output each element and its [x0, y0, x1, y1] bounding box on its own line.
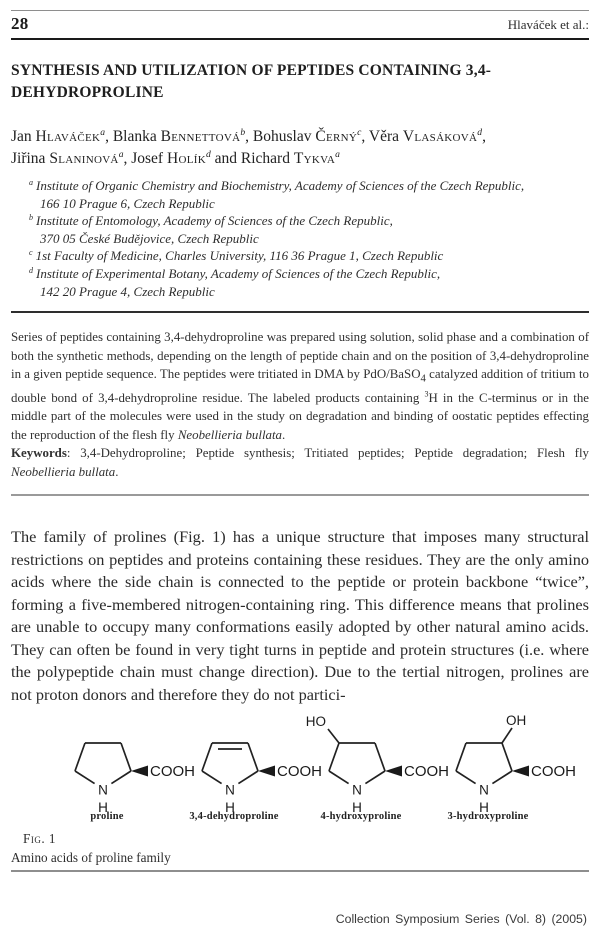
atom-label: OH	[506, 713, 527, 729]
bond	[75, 743, 85, 771]
bond	[328, 729, 339, 743]
author-family-name: Bennettová	[160, 128, 241, 145]
keywords-text	[11, 444, 589, 481]
wedge-bond	[131, 766, 148, 777]
top-rule	[11, 10, 589, 11]
abstract-bottom-rule	[11, 494, 589, 496]
atom-label: COOH	[277, 763, 322, 781]
author: Věra Vlasáková$^d$	[368, 126, 483, 145]
text-segment: Neobellieria bullata	[177, 427, 283, 442]
bond	[502, 743, 512, 771]
bond	[329, 743, 339, 771]
text-segment: H in the C-terminus or in the middle part of the molecules were used in the study on degradation and binding of oostatic peptides effecting the reproduction of the flesh fly	[11, 390, 590, 442]
author: Jiřina Slaninová$^a$	[11, 148, 124, 167]
atom-label: COOH	[404, 763, 449, 781]
structure-drawing	[432, 713, 582, 817]
atom-label: H	[98, 800, 108, 816]
bond	[502, 728, 512, 743]
body-paragraph: The family of prolines (Fig. 1) has a unique structure that imposes many structural restrictions on peptides and proteins containing these residues. They are the only amino acids where the side chain is connected to the peptide or protein backbone “twice”, forming a five-membered nitrogen-containing ring. This difference means that prolines are unable to occupy many conformations easily adopted by other natural amino acids. They can often be found in very tight turns in peptide and protein structures (i.e. where the polypeptide chain must change direction). Due to the tertial nitrogen, prolines are not proton donors and therefore they do not partici-	[11, 527, 589, 704]
author: Blanka Bennettová$^b$	[112, 126, 246, 145]
structure-label: 4-hydroxyproline	[320, 811, 402, 823]
author-family-name: Hlaváček	[35, 128, 101, 145]
header-rule	[11, 38, 589, 40]
atom-label: HO	[305, 714, 326, 730]
structure-3-hydroxyproline	[432, 713, 576, 823]
wedge-bond	[385, 766, 402, 777]
bond	[329, 771, 349, 784]
atom-label: COOH	[150, 763, 195, 781]
author-family-name: Slaninová	[49, 150, 119, 167]
page-header	[11, 14, 589, 34]
page-number: 28	[11, 14, 29, 33]
affiliation: $^c$ 1st Faculty of Medicine, Charles University, 116 36 Prague 1, Czech Republic	[29, 248, 444, 264]
text-segment: : 3,4-Dehydroproline; Peptide synthesis; Tritiated peptides; Peptide degradation; Flesh fly	[66, 446, 589, 461]
bond	[365, 771, 385, 784]
author: Jan Hlaváček$^a$	[11, 126, 106, 145]
text-segment: Neobellieria bullata	[11, 464, 116, 479]
bond	[456, 771, 476, 784]
author: Bohuslav Černý$^c$	[252, 126, 362, 145]
caption-rule	[11, 870, 589, 872]
figure-caption	[11, 830, 589, 867]
author-family-name: Černý	[315, 128, 358, 145]
affiliation-line2: 166 10 Prague 6, Czech Republic	[40, 195, 215, 211]
author-family-name: Tykva	[293, 150, 336, 167]
text-segment: catalyzed addition of tritium to double bond of 3,4-dehydroproline residue. The labeled products containing	[11, 367, 589, 405]
atom-label: N	[98, 782, 108, 798]
author: Josef Holík$^d$	[131, 148, 211, 167]
bond	[111, 771, 131, 784]
bond	[492, 771, 512, 784]
text-segment: 3	[424, 389, 429, 399]
affiliation: $^a$ Institute of Organic Chemistry and Biochemistry, Academy of Sciences of the Czech Republic,	[29, 177, 525, 193]
text-segment: .	[282, 427, 286, 442]
affiliation-line2: 142 20 Prague 4, Czech Republic	[40, 283, 215, 299]
author: Richard Tykva$^a$	[240, 148, 340, 167]
figure-structures	[11, 713, 589, 822]
structure-label: 3,4-dehydroproline	[189, 811, 279, 823]
atom-label: H	[352, 800, 362, 816]
structure-proline	[51, 713, 195, 823]
text-segment: .	[115, 464, 119, 479]
bond	[202, 743, 212, 771]
structure-label: 3-hydroxyproline	[447, 811, 529, 823]
author-family-name: Holík	[166, 150, 206, 167]
author-line: Jan Hlaváček$^a$, Blanka Bennettová$^b$, Bohuslav Černý$^c$, Věra Vlasáková$^d$, Jiřina Slaninová$^a$, Josef Holík$^d$ and Richard Tykva$^a$	[11, 126, 486, 167]
bond	[121, 743, 131, 771]
affiliation: $^b$ Institute of Entomology, Academy of Sciences of the Czech Republic,	[29, 212, 393, 229]
bond	[75, 771, 95, 784]
text-segment: 4	[420, 372, 426, 385]
figure-caption-text: Amino acids of proline family	[11, 849, 171, 865]
journal-footer: Collection Symposium Series (Vol. 8) (2005)	[335, 912, 587, 926]
wedge-bond	[512, 766, 529, 777]
article-title: SYNTHESIS AND UTILIZATION OF PEPTIDES CONTAINING 3,4-DEHYDROPROLINE	[11, 62, 492, 101]
text-segment: Keywords	[11, 446, 67, 461]
bond	[238, 771, 258, 784]
atom-label: N	[352, 782, 362, 798]
atom-label: H	[225, 800, 235, 816]
affiliations	[11, 177, 589, 300]
running-head: Hlaváček et al.:	[507, 17, 589, 32]
bond	[202, 771, 222, 784]
atom-label: N	[479, 782, 489, 798]
bond	[248, 743, 258, 771]
bond	[456, 743, 466, 771]
text-segment: Series of peptides containing 3,4-dehydroproline was prepared using solution, solid phase and a combination of both the synthetic methods, depending on the length of peptide chain and on the position of 3,4-dehydroproline in a given peptide sequence. The peptides were tritiated in DMA by PdO/BaSO	[11, 330, 589, 382]
wedge-bond	[258, 766, 275, 777]
abstract-text	[11, 328, 589, 444]
affiliation: $^d$ Institute of Experimental Botany, Academy of Sciences of the Czech Republic,	[29, 265, 441, 281]
author-family-name: Vlasáková	[402, 128, 478, 145]
atom-label: H	[479, 800, 489, 816]
structure-4-hydroxyproline	[305, 713, 449, 823]
structure-label: proline	[90, 811, 124, 823]
atom-label: N	[225, 782, 235, 798]
abstract-top-rule	[11, 311, 589, 313]
affiliation-line2: 370 05 České Budějovice, Czech Republic	[40, 230, 259, 246]
bond	[375, 743, 385, 771]
atom-label: COOH	[531, 763, 576, 781]
figure-caption-label: Fig. 1	[23, 831, 57, 847]
